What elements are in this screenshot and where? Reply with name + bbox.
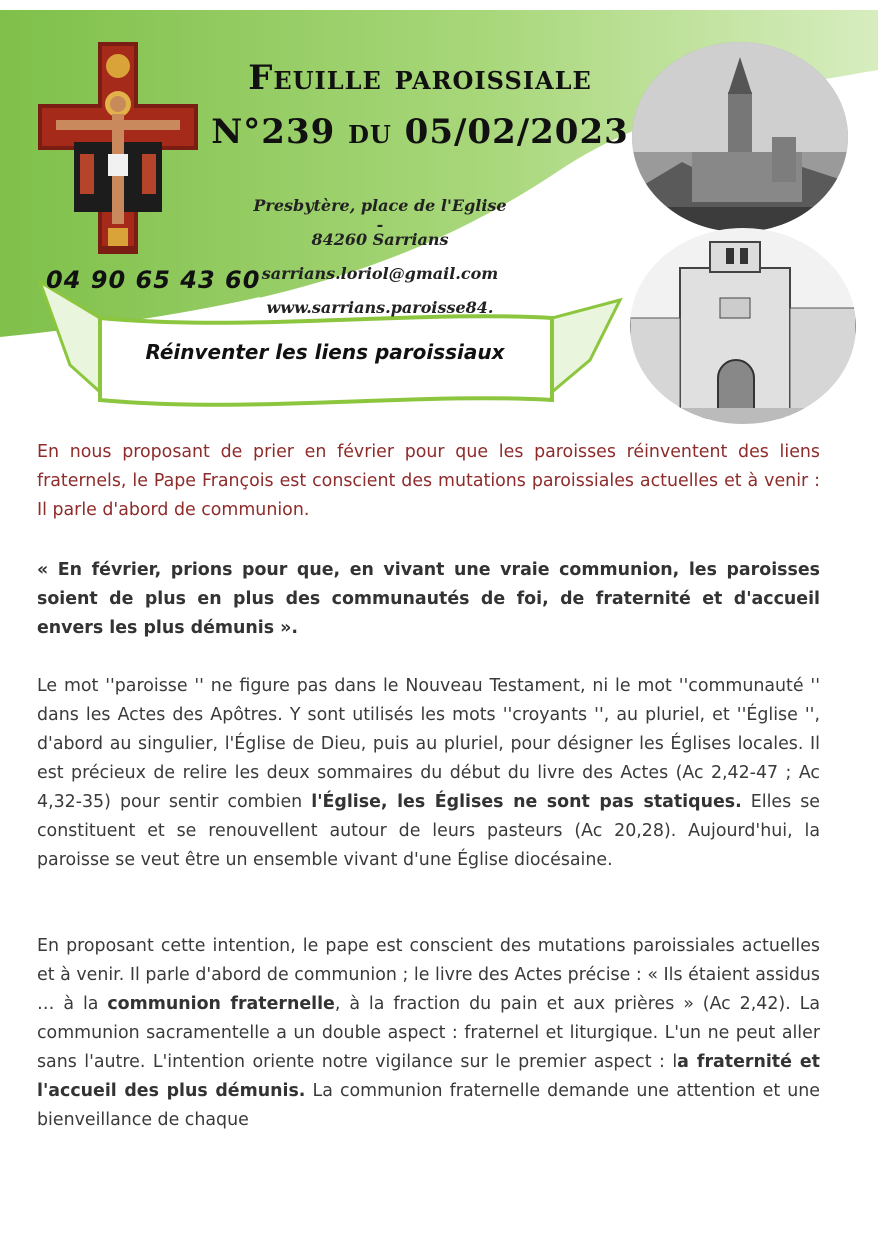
- banner-heading: Réinventer les liens paroissiaux: [145, 340, 505, 364]
- paragraph-text: En proposant cette intention, le pape est conscient des mutations paroissiales actuelles et à venir. Il parle d'abord de communion ; le livre des Actes précise : « Ils étaient assidus … à la: [37, 936, 820, 1014]
- crucifix-image: [38, 42, 198, 254]
- paragraph-text: La communion fraternelle demande une attention et une bienveillance de chaque: [37, 1081, 820, 1130]
- emphasis-text: communion fraternelle: [107, 994, 335, 1014]
- newsletter-issue: N°239 du 05/02/2023: [211, 112, 629, 152]
- emphasis-text: l'Église, les Églises ne sont pas statiques.: [311, 792, 742, 812]
- paragraph-text: , à la fraction du pain et aux prières » (Ac 2,42). La communion sacramentelle a un double aspect : fraternel et liturgique. L'un ne peut aller sans l'autre. L'intention oriente notre vigilance sur le premier aspect : l: [37, 994, 820, 1072]
- emphasis-text: a fraternité et l'accueil des plus démunis.: [37, 1052, 820, 1101]
- paragraph-text: Le mot ''paroisse '' ne figure pas dans le Nouveau Testament, ni le mot ''communauté '' dans les Actes des Apôtres. Y sont utilisés les mots ''croyants '', au pluriel, et ''Église '', d'abord au singulier, l'Église de Dieu, puis au pluriel, pour désigner les Églises locales. Il est précieux de relire les deux sommaires du début du livre des Actes (Ac 2,42-47 ; Ac 4,32-35) pour sentir combien: [37, 676, 820, 812]
- church-photo: [632, 42, 848, 232]
- paragraph-paroisse: [37, 672, 820, 875]
- email-address[interactable]: sarrians.loriol@gmail.com: [261, 264, 499, 283]
- phone-number: 04 90 65 43 60: [46, 266, 261, 294]
- church-drawing: [630, 228, 856, 424]
- paragraph-communion: [37, 932, 820, 1135]
- intro-paragraph: En nous proposant de prier en février pour que les paroisses réinventent des liens fraternels, le Pape François est conscient des mutations paroissiales actuelles et à venir : Il parle d'abord de communion.: [37, 442, 820, 520]
- address-line-2: 84260 Sarrians: [311, 230, 449, 249]
- prayer-quote: « En février, prions pour que, en vivant une vraie communion, les paroisses soient de plus en plus des communautés de foi, de fraternité et d'accueil envers les plus démunis ».: [37, 560, 820, 638]
- address-line-1: Presbytère, place de l'Eglise -: [253, 196, 507, 234]
- newsletter-title: Feuille paroissiale: [248, 58, 592, 98]
- paragraph-text: Elles se constituent et se renouvellent autour de leurs pasteurs (Ac 20,28). Aujourd'hui, la paroisse se veut être un ensemble vivant d'une Église diocésaine.: [37, 792, 820, 870]
- website-link[interactable]: www.sarrians.paroisse84.: [266, 298, 494, 317]
